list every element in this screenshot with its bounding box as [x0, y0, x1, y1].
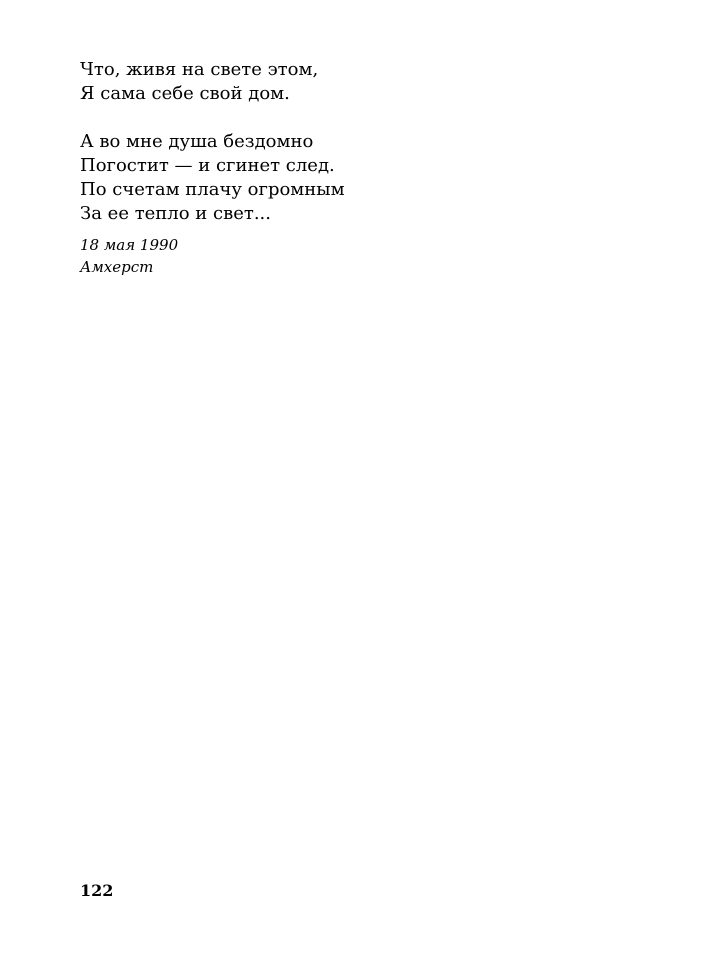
page-number: 122 [80, 881, 114, 900]
poem [80, 58, 640, 278]
stanza-2 [80, 130, 640, 226]
stanza-1 [80, 58, 640, 106]
poem-line: Что, живя на свете этом, [80, 59, 319, 80]
poem-place: Амхерст [80, 258, 154, 276]
poem-line: Погостит — и сгинет след. [80, 155, 335, 176]
poem-line: За ее тепло и свет... [80, 203, 272, 224]
poem-line: А во мне душа бездомно [80, 131, 314, 152]
poem-line: По счетам плачу огромным [80, 179, 345, 200]
poem-signature [80, 234, 640, 278]
poem-date: 18 мая 1990 [80, 236, 179, 254]
poem-line: Я сама себе свой дом. [80, 83, 290, 104]
